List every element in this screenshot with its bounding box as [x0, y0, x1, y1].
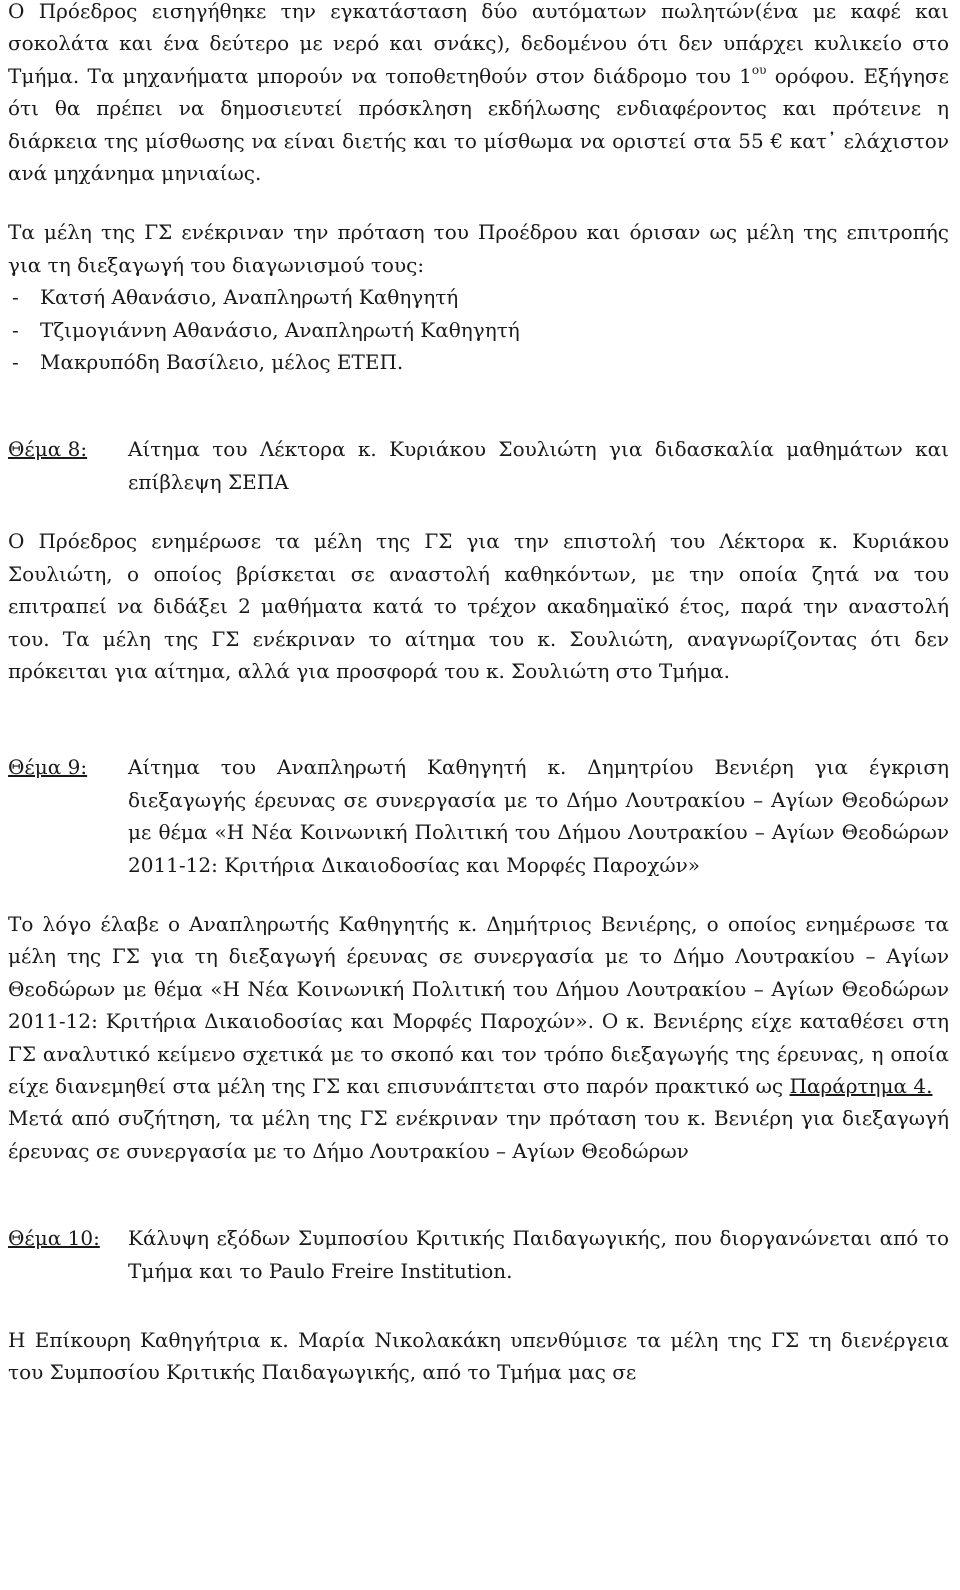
list-dash: - — [12, 317, 19, 342]
list-item — [8, 281, 949, 313]
list-dash: - — [12, 285, 19, 310]
topic-9-body — [8, 908, 949, 1102]
committee-members-list — [8, 281, 949, 378]
topic-9-label: Θέμα 9: — [8, 755, 88, 780]
topic-10-label: Θέμα 10: — [8, 1226, 100, 1251]
committee-member: Τζιμογιάννη Αθανάσιο, Αναπληρωτή Καθηγητή — [40, 317, 520, 342]
topic-10-body: Η Επίκουρη Καθηγήτρια κ. Μαρία Νικολακάκη υπενθύμισε τα μέλη της ΓΣ τη διενέργεια του Συμποσίου Κριτικής Παιδαγωγικής, από το Τμήμα μας σε — [8, 1328, 949, 1385]
list-item — [8, 314, 949, 346]
topic-10-title: Κάλυψη εξόδων Συμποσίου Κριτικής Παιδαγωγικής, που διοργανώνεται από το Τμήμα και το Paulo Freire Institution. — [128, 1226, 949, 1283]
list-item — [8, 346, 949, 378]
topic-10-heading — [8, 1222, 949, 1287]
list-dash: - — [12, 350, 19, 375]
ordinal-superscript: ου — [751, 62, 767, 77]
topic-9-body-text: Το λόγο έλαβε ο Αναπληρωτής Καθηγητής κ. Δημήτριος Βενιέρης, ο οποίος ενημέρωσε τα μέλη της ΓΣ για τη διεξαγωγή έρευνας σε συνεργασία με το Δήμο Λουτρακίου – Αγίων Θεοδώρων με θέμα «Η Νέα Κοινωνική Πολιτική του Δήμου Λουτρακίου – Αγίων Θεοδώρων 2011-12: Κριτήρια Δικαιοδοσίας και Μορφές Παροχών». Ο κ. Βενιέρης είχε καταθέσει στη ΓΣ αναλυτικό κείμενο σχετικά με το σκοπό και τον τρόπο διεξαγωγής της έρευνας, η οποία είχε διανεμηθεί στα μέλη της ΓΣ και επισυνάπτεται στο παρόν πρακτικό ως — [8, 911, 949, 1098]
committee-member: Μακρυπόδη Βασίλειο, μέλος ΕΤΕΠ. — [40, 350, 404, 375]
topic-8-heading — [8, 433, 949, 498]
intro-paragraph-vending-machines — [8, 0, 949, 189]
committee-member: Κατσή Αθανάσιο, Αναπληρωτή Καθηγητή — [40, 285, 459, 310]
topic-8-label: Θέμα 8: — [8, 437, 88, 462]
topic-8-title: Αίτημα του Λέκτορα κ. Κυριάκου Σουλιώτη για διδασκαλία μαθημάτων και επίβλεψη ΣΕΠΑ — [128, 437, 949, 494]
committee-approval-paragraph: Τα μέλη της ΓΣ ενέκριναν την πρόταση του Προέδρου και όρισαν ως μέλη της επιτροπής για τη διεξαγωγή του διαγωνισμού τους: — [8, 220, 949, 277]
topic-9-title: Αίτημα του Αναπληρωτή Καθηγητή κ. Δημητρίου Βενιέρη για έγκριση διεξαγωγής έρευνας σε συνεργασία με το Δήμο Λουτρακίου – Αγίων Θεοδώρων με θέμα «Η Νέα Κοινωνική Πολιτική του Δήμου Λουτρακίου – Αγίων Θεοδώρων 2011-12: Κριτήρια Δικαιοδοσίας και Μορφές Παροχών» — [128, 755, 949, 877]
topic-9-decision: Μετά από συζήτηση, τα μέλη της ΓΣ ενέκριναν την πρόταση του κ. Βενιέρη για διεξαγωγή έρευνας σε συνεργασία με το Δήμο Λουτρακίου – Αγίων Θεοδώρων — [8, 1106, 949, 1163]
topic-8-body: Ο Πρόεδρος ενημέρωσε τα μέλη της ΓΣ για την επιστολή του Λέκτορα κ. Κυριάκου Σουλιώτη, ο οποίος βρίσκεται σε αναστολή καθηκόντων, με την οποία ζητά να του επιτραπεί να διδάξει 2 μαθήματα κατά το τρέχον ακαδημαϊκό έτος, παρά την αναστολή του. Τα μέλη της ΓΣ ενέκριναν το αίτημα του κ. Σουλιώτη, αναγνωρίζοντας ότι δεν πρόκειται για αίτημα, αλλά για προσφορά του κ. Σουλιώτη στο Τμήμα. — [8, 529, 949, 683]
topic-9-heading — [8, 751, 949, 881]
intro-text-part-2: ορόφου. Εξήγησε ότι θα πρέπει να δημοσιευτεί πρόσκληση εκδήλωσης ενδιαφέροντος και πρότεινε η διάρκεια της μίσθωσης να είναι διετής και το μίσθωμα να οριστεί στα 55 € κατ᾽ ελάχιστον ανά μηχάνημα μηνιαίως. — [8, 63, 949, 186]
intro-text-part-1: Ο Πρόεδρος εισηγήθηκε την εγκατάσταση δύο αυτόματων πωλητών(ένα με καφέ και σοκολάτα και ένα δεύτερο με νερό και σνάκς), δεδομένου ότι δεν υπάρχει κυλικείο στο Τμήμα. Τα μηχανήματα μπορούν να τοποθετηθούν στον διάδρομο του 1 — [8, 0, 949, 88]
annex-4-reference: Παράρτημα 4. — [789, 1073, 933, 1098]
